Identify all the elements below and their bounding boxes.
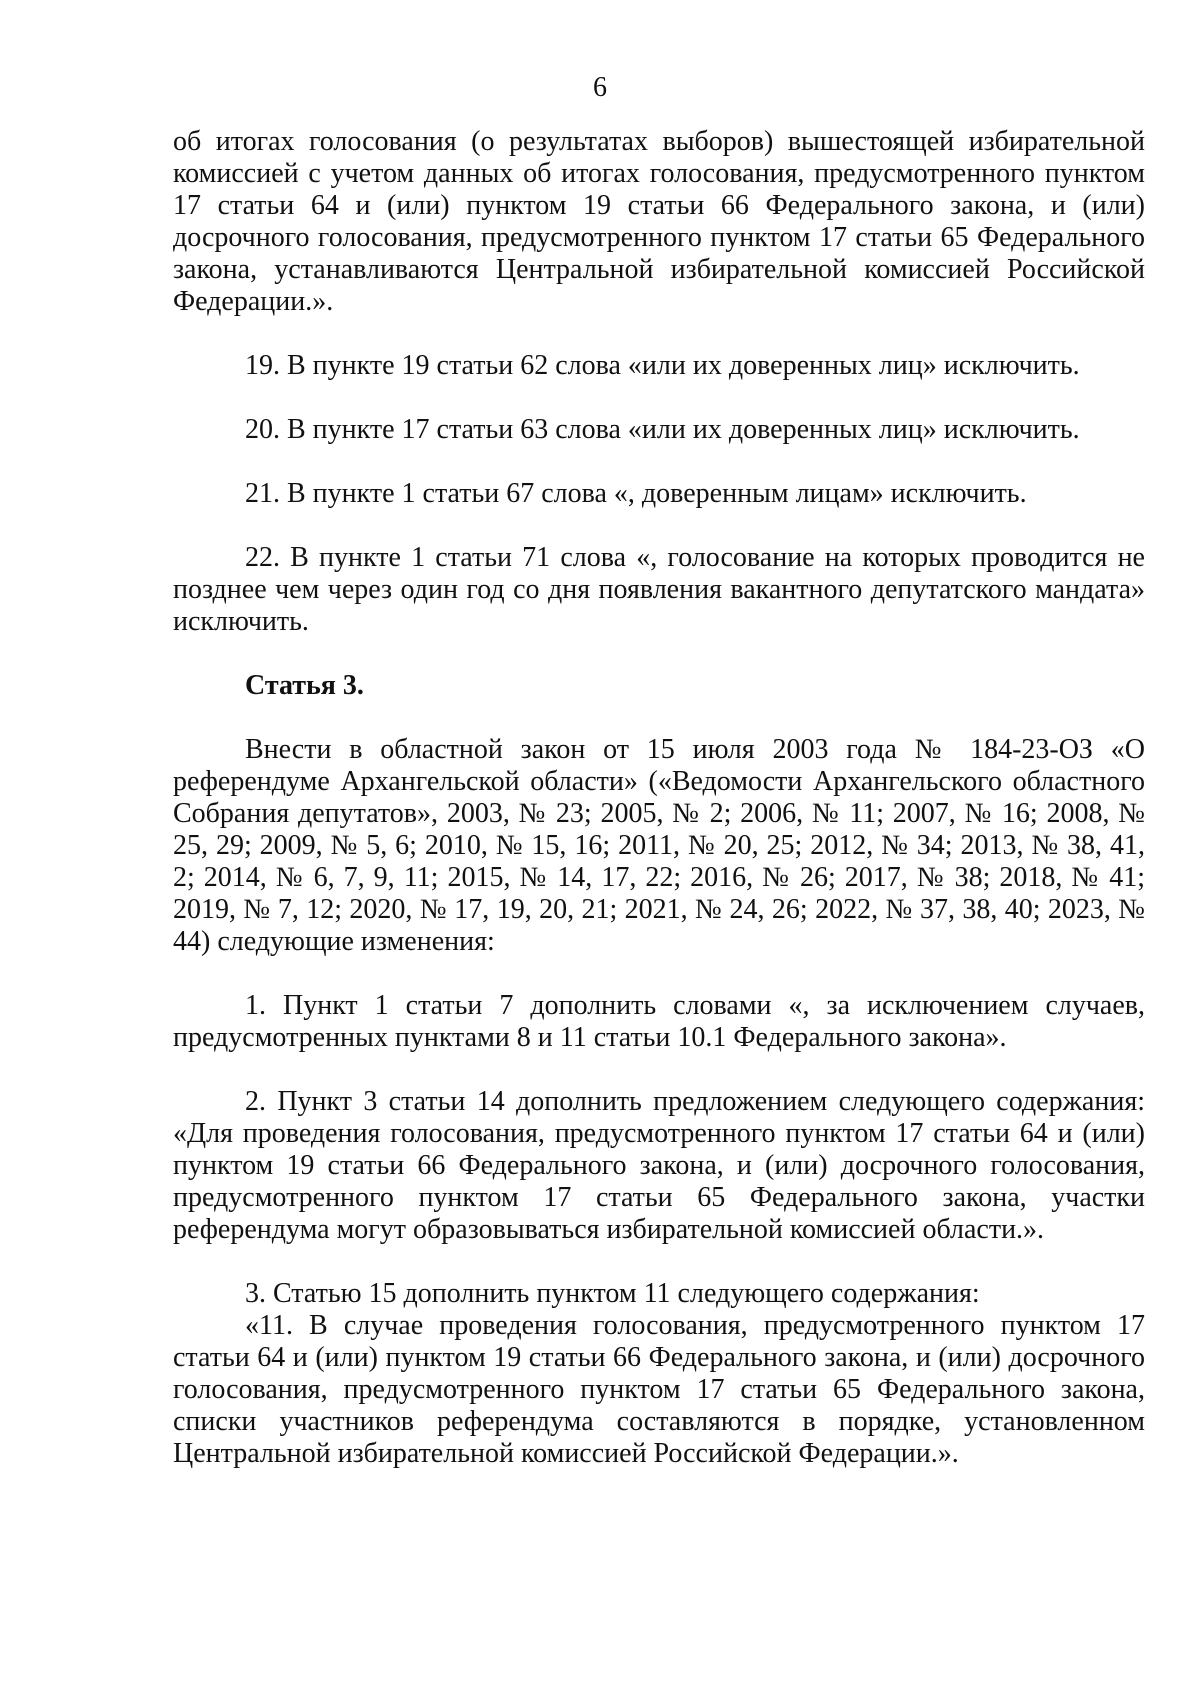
article-intro: Внести в областной закон от 15 июля 2003 года № 184-23-ОЗ «О референдуме Архангельской области» («Ведомости Архангельского областного Собрания депутатов», 2003, № 23; 2005, № 2; 2006, № 11; 2007, № 16; 2008, № 25, 29; 2009, № 5, 6; 2010, № 15, 16; 2011, № 20, 25; 2012, № 34; 2013, № 38, 41, 2; 2014, № 6, 7, 9, 11; 2015, № 14, 17, 22; 2016, № 26; 2017, № 38; 2018, № 41; 2019, № 7, 12; 2020, № 17, 19, 20, 21; 2021, № 24, 26; 2022, № 37, 38, 40; 2023, № 44) следующие изменения: [173, 734, 1145, 957]
paragraph-continuation: об итогах голосования (о результатах выборов) вышестоящей избирательной комиссией с учетом данных об итогах голосования, предусмотренного пунктом 17 статьи 64 и (или) пунктом 19 статьи 66 Федерального закона, и (или) досрочного голосования, предусмотренного пунктом 17 статьи 65 Федерального закона, устанавливаются Центральной избирательной комиссией Российской Федерации.». [173, 126, 1145, 317]
paragraph-item-19: 19. В пункте 19 статьи 62 слова «или их доверенных лиц» исключить. [245, 350, 1080, 381]
paragraph-amendment-1: 1. Пункт 1 статьи 7 дополнить словами «, за исключением случаев, предусмотренных пунктами 8 и 11 статьи 10.1 Федерального закона». [173, 990, 1145, 1053]
article-heading: Статья 3. [245, 670, 364, 701]
document-body [173, 126, 1145, 1502]
page-number: 6 [593, 72, 607, 103]
paragraph-item-20: 20. В пункте 17 статьи 63 слова «или их доверенных лиц» исключить. [245, 414, 1080, 445]
paragraph-amendment-2: 2. Пункт 3 статьи 14 дополнить предложением следующего содержания: «Для проведения голосования, предусмотренного пунктом 17 статьи 64 и (или) пунктом 19 статьи 66 Федерального закона, и (или) досрочного голосования, предусмотренного пунктом 17 статьи 65 Федерального закона, участки референдума могут образовываться избирательной комиссией области.». [173, 1086, 1145, 1245]
paragraph-item-22: 22. В пункте 1 статьи 71 слова «, голосование на которых проводится не позднее чем через один год со дня появления вакантного депутатского мандата» исключить. [173, 542, 1145, 637]
paragraph-item-21: 21. В пункте 1 статьи 67 слова «, доверенным лицам» исключить. [245, 478, 1027, 509]
paragraph-amendment-3-quote: «11. В случае проведения голосования, предусмотренного пунктом 17 статьи 64 и (или) пунктом 19 статьи 66 Федерального закона, и (или) досрочного голосования, предусмотренного пунктом 17 статьи 65 Федерального закона, списки участников референдума составляются в порядке, установленном Центральной избирательной комиссией Российской Федерации.». [173, 1310, 1145, 1469]
paragraph-amendment-3: 3. Статью 15 дополнить пунктом 11 следующего содержания: [245, 1278, 980, 1309]
